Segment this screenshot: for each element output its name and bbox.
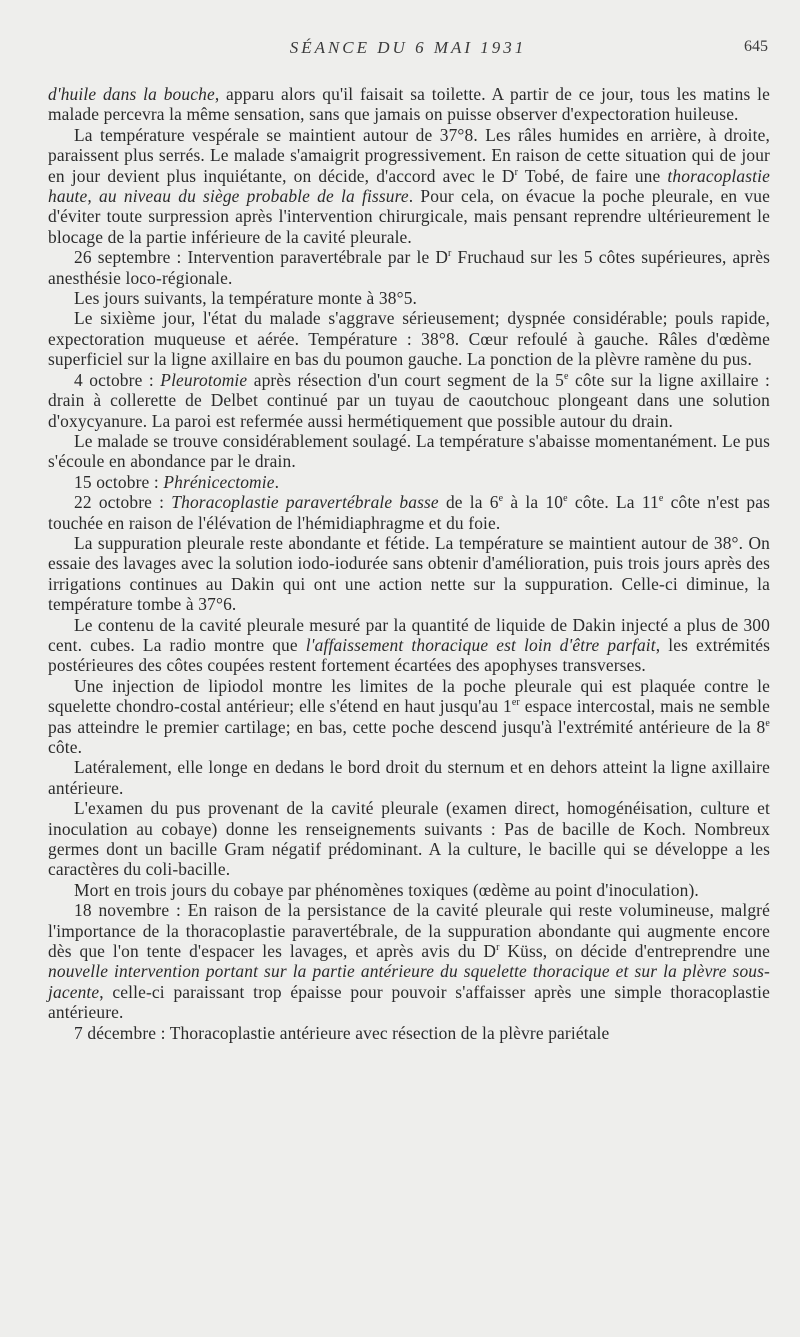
italic-text: d'huile dans la bouche	[48, 84, 215, 104]
text-segment: Les jours suivants, la température monte à 38°5.	[74, 288, 418, 309]
text-segment: espace intercostal, mais ne semble pas atteindre le premier cartilage; en bas, cette poche descend jusqu'à l'extrémité antérieure de la 8	[48, 696, 770, 737]
text-segment: La suppuration pleurale reste abondante et fétide. La température se maintient autour de 38°. On essaie des lavages avec la solution iodo-iodurée sans obtenir d'amélioration, puis trois jours après des irrigations continues au Dakin qui ont une action nette sur la suppuration. Celle-ci diminue, la température tombe à 37°6.	[48, 532, 770, 615]
superscript: r	[448, 248, 452, 260]
paragraph	[48, 880, 770, 900]
paragraph	[48, 84, 770, 125]
text-segment: côte sur la ligne axillaire : drain à collerette de Delbet continué par un tuyau de caoutchouc plongeant dans une solution d'oxycyanure. La paroi est refermée aussi hermétiquement que possible autour du drain.	[48, 369, 770, 431]
italic-text: Thoracoplastie paravertébrale basse	[171, 492, 439, 513]
page-header	[48, 38, 768, 62]
superscript: r	[496, 942, 500, 954]
text-segment: L'examen du pus provenant de la cavité pleurale (examen direct, homogénéisation, culture et inoculation au cobaye) donne les renseignements suivants : Pas de bacille de Koch. Nombreux germes dont un bacille Gram négatif prédominant. A la culture, le bacille qui se développe a les caractères du coli-bacille.	[48, 798, 770, 880]
text-segment: 18 novembre : En raison de la persistance de la cavité pleurale qui reste volumineuse, malgré l'importance de la thoracoplastie paravertébrale, de la suppuration abondante qui augmente encore dès que l'on tente d'espacer les lavages, et après avis du D	[48, 900, 770, 962]
italic-text: Phrénicectomie	[163, 471, 275, 492]
text-segment: Küss, on décide d'entreprendre une	[499, 941, 770, 962]
text-segment: côte.	[48, 737, 83, 757]
running-title: SÉANCE DU 6 MAI 1931	[289, 38, 527, 57]
text-segment: côte. La 11	[567, 492, 659, 513]
paragraph	[48, 676, 770, 758]
text-segment: 22 octobre :	[74, 492, 172, 513]
paragraph	[48, 247, 770, 288]
superscript: e	[563, 370, 569, 382]
text-segment: Mort en trois jours du cobaye par phénomènes toxiques (œdème au point d'inoculation).	[74, 879, 699, 900]
superscript: e	[765, 717, 770, 729]
italic-text: nouvelle intervention portant sur la partie antérieure du squelette thoracique et sur la plèvre sous-jacente	[48, 961, 770, 1002]
text-segment: 26 septembre : Intervention paravertébrale par le D	[74, 247, 449, 268]
text-segment: 4 octobre :	[74, 369, 161, 390]
text-segment: .	[274, 471, 280, 492]
paragraph	[48, 533, 770, 615]
text-segment: Tobé, de faire une	[518, 165, 668, 186]
text-segment: Une injection de lipiodol montre les limites de la poche pleurale qui est plaquée contre le squelette chondro-costal antérieur; elle s'étend en haut jusqu'au 1	[48, 675, 770, 717]
paragraph	[48, 288, 770, 308]
text-segment: Le malade se trouve considérablement soulagé. La température s'abaisse momentanément. Le pus s'écoule en abondance par le drain.	[48, 430, 770, 472]
paragraph	[48, 1023, 770, 1043]
paragraph	[48, 431, 770, 472]
paragraph	[48, 798, 770, 880]
text-segment: 7 décembre : Thoracoplastie antérieure avec résection de la plèvre pariétale	[74, 1022, 610, 1043]
paragraph	[48, 615, 770, 676]
paragraph	[48, 308, 770, 369]
text-segment: . Pour cela, on évacue la poche pleurale, en vue d'éviter toute surpression après l'intervention chirurgicale, mais pensant reprendre ultérieurement le blocage de la partie inférieure de la cavité pleurale.	[48, 186, 770, 247]
text-segment: La température vespérale se maintient autour de 37°8. Les râles humides en arrière, à droite, paraissent plus serrés. Le malade s'amaigrit progressivement. En raison de cette situation qui de jour en jour devient plus inquiétante, on décide, d'accord avec le D	[48, 124, 770, 186]
text-segment: Le sixième jour, l'état du malade s'aggrave sérieusement; dyspnée considérable; pouls rapide, expectoration muqueuse et aérée. Température : 38°8. Cœur refoulé à gauche. Râles d'œdème superficiel sur la ligne axillaire en bas du poumon gauche. La ponction de la plèvre ramène du pus.	[48, 308, 770, 370]
paragraph	[48, 370, 770, 431]
paragraph	[48, 492, 770, 533]
paragraph	[48, 472, 770, 492]
paragraph	[48, 757, 770, 798]
text-segment: après résection d'un court segment de la 5	[247, 369, 564, 390]
body-text	[48, 84, 770, 1043]
paragraph	[48, 125, 770, 247]
text-segment: 15 octobre :	[74, 471, 164, 492]
superscript: er	[511, 697, 520, 709]
paragraph	[48, 900, 770, 1022]
superscript: e	[563, 493, 568, 505]
superscript: r	[514, 166, 519, 178]
page-number: 645	[744, 38, 768, 55]
text-segment: , apparu alors qu'il faisait sa toilette. A partir de ce jour, tous les matins le malade percevra la même sensation, sans que jamais on puisse observer d'expectoration huileuse.	[48, 84, 770, 125]
text-segment: de la 6	[438, 492, 499, 513]
italic-text: l'affaissement thoracique est loin d'être parfait	[305, 634, 656, 655]
text-segment: côte n'est pas touchée en raison de l'élévation de l'hémidiaphragme et du foie.	[48, 492, 770, 533]
text-segment: , celle-ci paraissant trop épaisse pour pouvoir s'affaisser après une simple thoracoplastie antérieure.	[48, 981, 770, 1023]
superscript: e	[498, 493, 504, 505]
text-segment: Fruchaud sur les 5 côtes supérieures, après anesthésie loco-régionale.	[48, 247, 771, 288]
text-segment: , les extrémités postérieures des côtes coupées restent fortement écartées des apophyses transverses.	[48, 634, 770, 676]
text-segment: Latéralement, elle longe en dedans le bord droit du sternum et en dehors atteint la ligne axillaire antérieure.	[48, 757, 770, 798]
text-segment: Le contenu de la cavité pleurale mesuré par la quantité de liquide de Dakin injecté a plus de 300 cent. cubes. La radio montre que	[48, 614, 770, 655]
superscript: e	[658, 493, 664, 505]
italic-text: thoracoplastie haute, au niveau du siège probable de la fissure	[48, 165, 770, 207]
text-segment: à la 10	[503, 492, 564, 513]
italic-text: Pleurotomie	[160, 369, 248, 390]
